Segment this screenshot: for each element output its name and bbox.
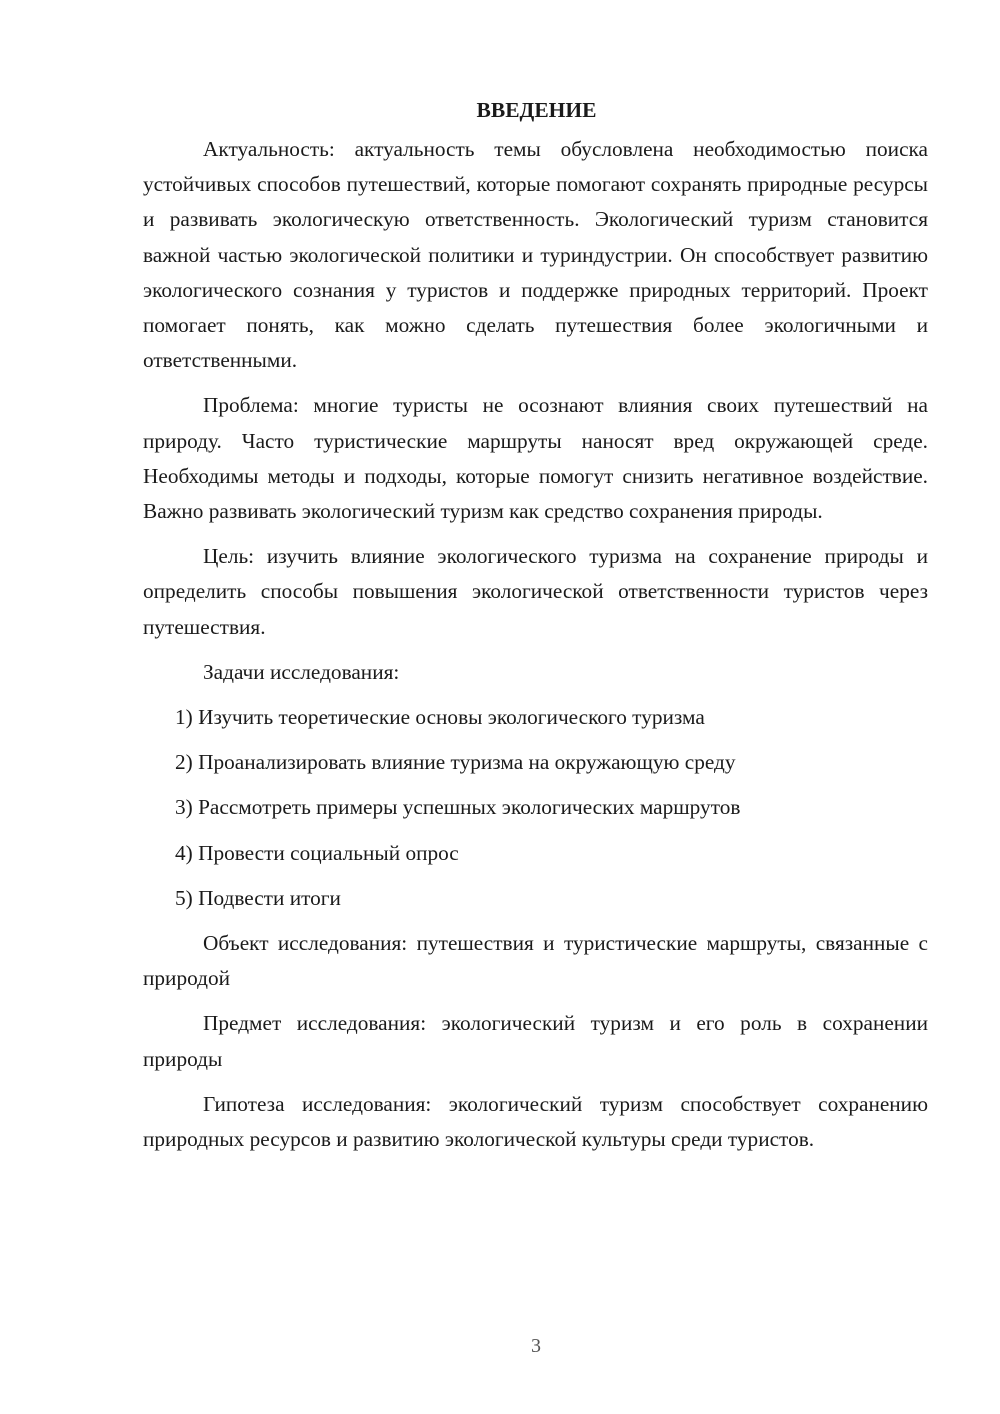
list-item: 5) Подвести итоги [175,885,341,910]
list-item: 3) Рассмотреть примеры успешных экологических маршрутов [175,795,741,820]
hypothesis-paragraph: Гипотеза исследования: экологический туризм способствует сохранению природных ресурсов и развитию экологической культуры среди туристов. [143,1091,928,1152]
subject-paragraph: Предмет исследования: экологический туризм и его роль в сохранении природы [143,1011,928,1071]
tasks-list [143,700,928,916]
section-heading: ВВЕДЕНИЕ [476,98,597,122]
object-paragraph: Объект исследования: путешествия и туристические маршруты, связанные с природой [143,931,928,991]
list-item: 2) Проанализировать влияние туризма на окружающую среду [175,750,736,775]
page-number: 3 [531,1335,541,1357]
tasks-title: Задачи исследования: [203,659,400,684]
list-item: 4) Провести социальный опрос [175,840,459,865]
problem-paragraph: Проблема: многие туристы не осознают влияния своих путешествий на природу. Часто туристические маршруты наносят вред окружающей среде. Необходимы методы и подходы, которые помогут снизить негативное воздействие. Важно развивать экологический туризм как средство сохранения природы. [143,393,928,524]
goal-paragraph: Цель: изучить влияние экологического туризма на сохранение природы и определить способы повышения экологической ответственности туристов через путешествия. [143,544,928,639]
list-item: 1) Изучить теоретические основы экологического туризма [175,705,705,730]
relevance-paragraph: Актуальность: актуальность темы обусловлена необходимостью поиска устойчивых способов путешествий, которые помогают сохранять природные ресурсы и развивать экологическую ответственность. Экологический туризм становится важной частью экологической политики и туриндустрии. Он способствует развитию экологического сознания у туристов и поддержке природных территорий. Проект помогает понять, как можно сделать путешествия более экологичными и ответственными. [143,137,928,373]
document-page [143,95,928,1167]
